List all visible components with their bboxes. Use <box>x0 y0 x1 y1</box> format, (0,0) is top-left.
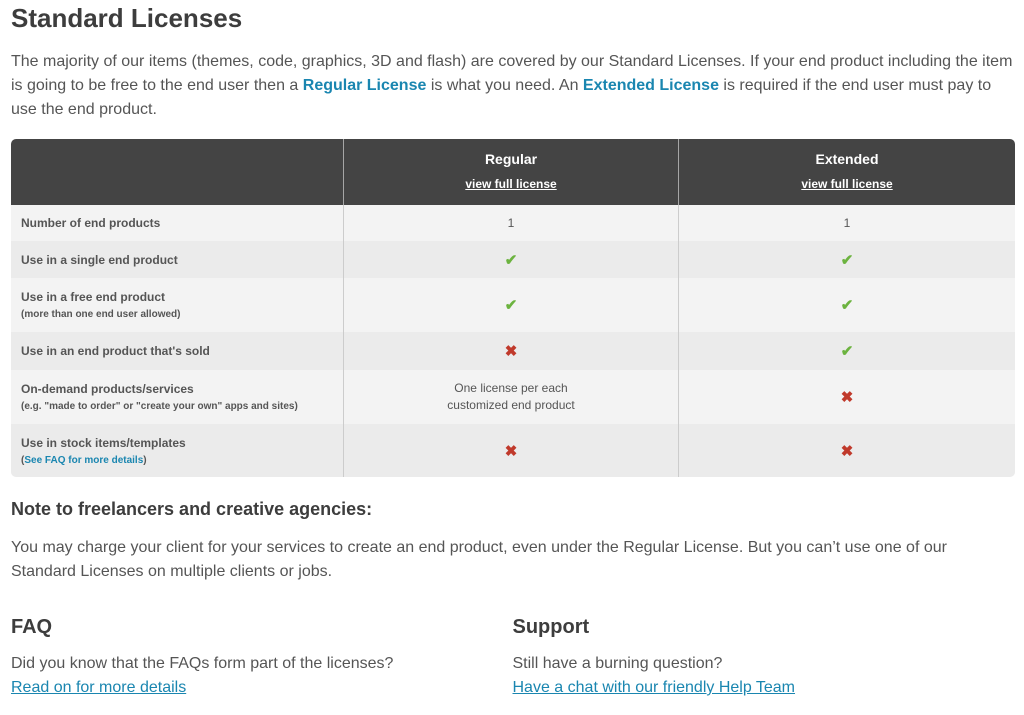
regular-value <box>344 241 679 278</box>
table-row <box>11 332 1015 370</box>
feature-label: Use in an end product that's sold <box>11 332 344 370</box>
feature-label: Use in a single end product <box>11 241 344 278</box>
regular-value: One license per each customized end product <box>344 370 679 424</box>
feature-label: Use in a free end product (more than one end user allowed) <box>11 278 344 332</box>
see-faq-link[interactable]: See FAQ for more details <box>24 454 144 466</box>
feature-label: Use in stock items/templates (See FAQ for more details) <box>11 424 344 477</box>
license-comparison-table <box>11 139 1015 477</box>
cross-icon: ✖ <box>504 442 518 460</box>
extended-value <box>679 278 1016 332</box>
feature-label: On-demand products/services (e.g. "made to order" or "create your own" apps and sites) <box>11 370 344 424</box>
header-extended <box>679 139 1016 205</box>
check-icon: ✔ <box>840 343 854 360</box>
feature-label: Number of end products <box>11 205 344 241</box>
feature-sublabel: (more than one end user allowed) <box>21 309 181 320</box>
support-heading: Support <box>512 616 590 638</box>
page-title: Standard Licenses <box>11 3 243 33</box>
extended-view-license-link[interactable]: view full license <box>801 177 893 191</box>
header-feature-cell <box>11 139 344 205</box>
feature-sublabel: (See FAQ for more details) <box>21 454 147 466</box>
table-row <box>11 241 1015 278</box>
intro-text: The majority of our items (themes, code, graphics, 3D and flash) are covered by our Standard Licenses. If your end product including the item is going to be free to the end user then a Regular License is what you need. An Extended License is required if the end user must pay to use the end product. <box>11 53 1013 118</box>
check-icon: ✔ <box>840 251 854 269</box>
extended-license-link[interactable]: Extended License <box>582 77 719 94</box>
check-icon: ✔ <box>504 251 518 269</box>
support-text: Still have a burning question? <box>512 655 723 672</box>
faq-heading: FAQ <box>11 616 53 638</box>
support-section <box>513 614 1015 700</box>
regular-view-license-link[interactable]: view full license <box>465 177 557 191</box>
table-row <box>11 278 1015 332</box>
note-text: You may charge your client for your services to create an end product, even under the Regular License. But you can’t use one of our Standard Licenses on multiple clients or jobs. <box>11 539 947 580</box>
table-header-row <box>11 139 1015 205</box>
table-row <box>11 370 1015 424</box>
regular-value <box>344 278 679 332</box>
regular-license-link[interactable]: Regular License <box>302 77 427 94</box>
extended-plan-name: Extended <box>815 151 879 167</box>
cross-icon: ✖ <box>840 389 854 406</box>
extended-value <box>679 332 1016 370</box>
cross-icon: ✖ <box>504 343 518 360</box>
support-chat-link[interactable]: Have a chat with our friendly Help Team <box>512 679 796 696</box>
extended-value <box>679 370 1016 424</box>
cross-icon: ✖ <box>840 442 854 460</box>
extended-value <box>679 424 1016 477</box>
check-icon: ✔ <box>504 297 518 314</box>
check-icon: ✔ <box>840 297 854 314</box>
table-row <box>11 424 1015 477</box>
regular-plan-name: Regular <box>484 151 538 167</box>
faq-link[interactable]: Read on for more details <box>11 679 187 696</box>
extended-value <box>679 241 1016 278</box>
faq-section <box>11 614 513 700</box>
header-regular <box>344 139 679 205</box>
regular-value <box>344 332 679 370</box>
table-row <box>11 205 1015 241</box>
help-columns <box>11 614 1014 700</box>
note-heading: Note to freelancers and creative agencies: <box>11 499 373 519</box>
regular-value <box>344 424 679 477</box>
extended-value: 1 <box>679 205 1016 241</box>
feature-sublabel: (e.g. "made to order" or "create your own" apps and sites) <box>21 401 298 412</box>
regular-value: 1 <box>344 205 679 241</box>
faq-text: Did you know that the FAQs form part of the licenses? <box>11 655 394 672</box>
